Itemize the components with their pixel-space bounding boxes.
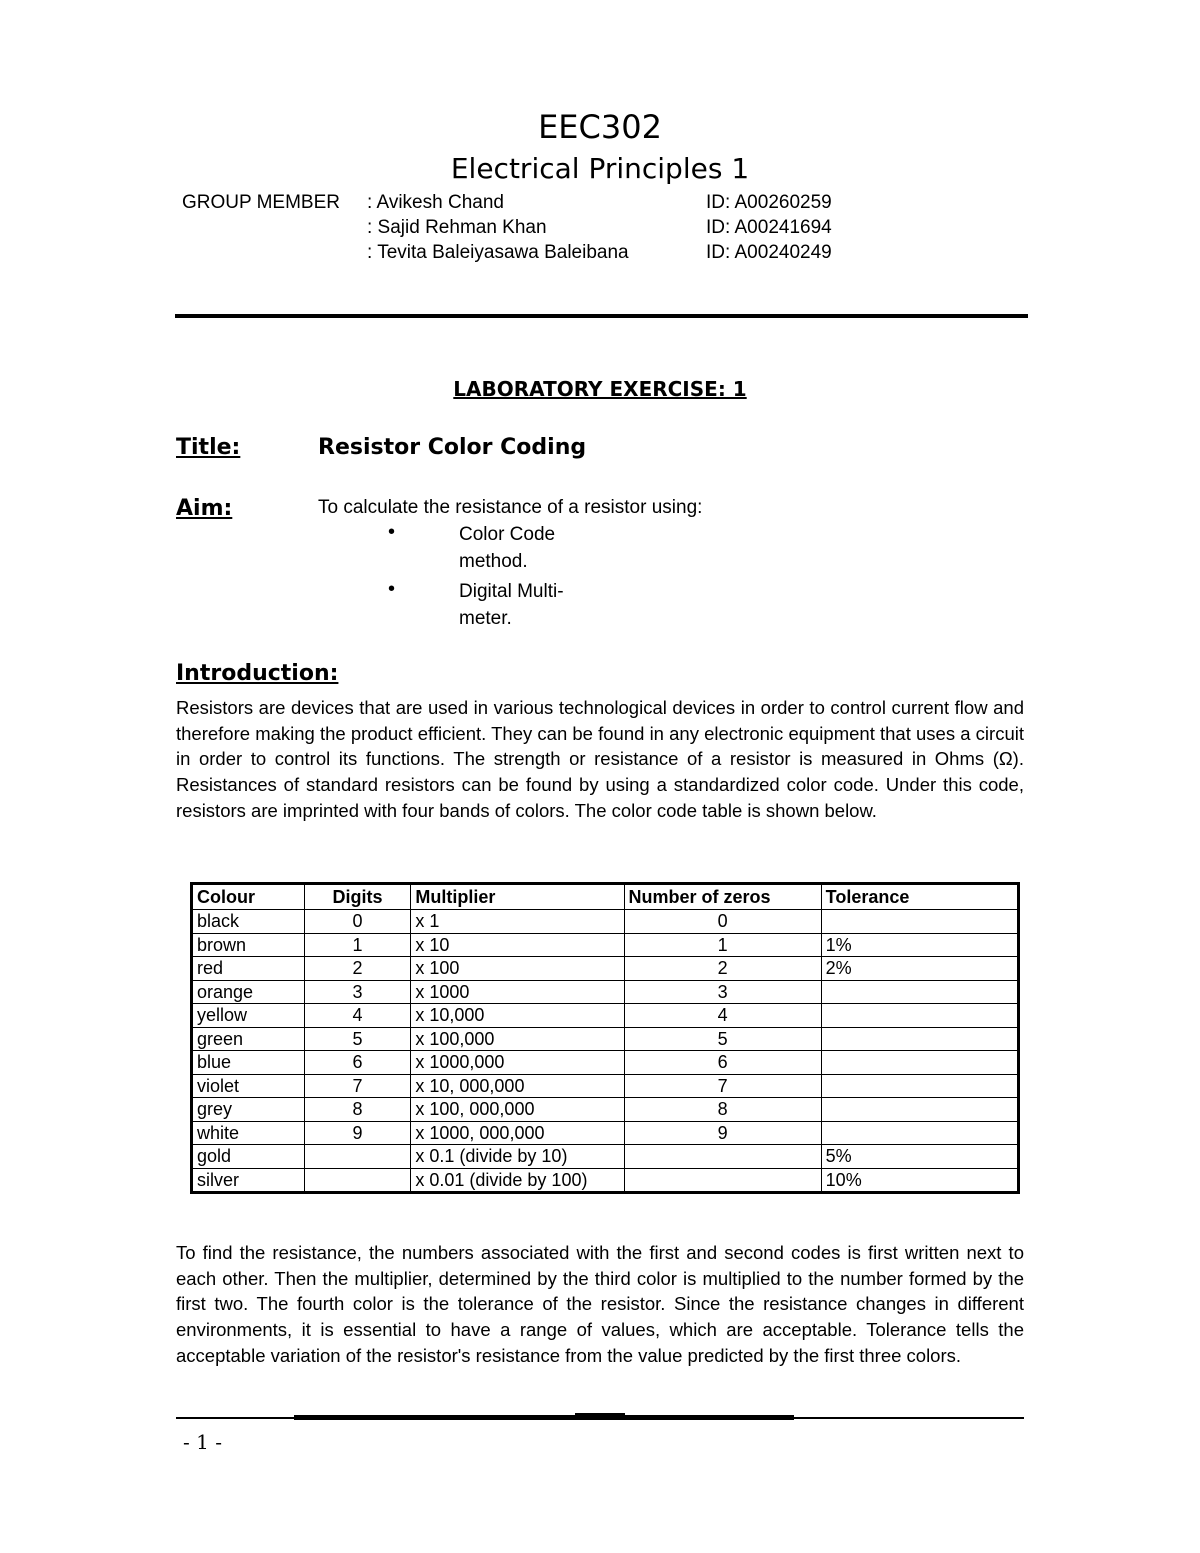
header-divider [175, 314, 1028, 318]
table-cell: 5% [821, 1145, 1018, 1169]
table-cell: 6 [624, 1051, 821, 1075]
table-cell: x 10, 000,000 [411, 1074, 624, 1098]
table-cell: 3 [624, 980, 821, 1004]
member-id: ID: A00260259 [706, 192, 832, 213]
column-header: Number of zeros [624, 884, 821, 910]
table-cell: green [192, 1027, 305, 1051]
table-cell: brown [192, 933, 305, 957]
column-header: Tolerance [821, 884, 1018, 910]
table-cell: 1% [821, 933, 1018, 957]
table-cell [821, 1027, 1018, 1051]
table-cell: black [192, 910, 305, 934]
table-cell: x 100,000 [411, 1027, 624, 1051]
course-name: Electrical Principles 1 [450, 152, 750, 185]
title-value: Resistor Color Coding [318, 435, 587, 460]
table-cell: 5 [304, 1027, 411, 1051]
table-row [192, 1004, 1019, 1028]
member-name: : Sajid Rehman Khan [367, 217, 547, 238]
table-cell: x 100 [411, 957, 624, 981]
table-cell: 3 [304, 980, 411, 1004]
table-cell [624, 1168, 821, 1193]
bullet-icon: • [388, 578, 396, 600]
group-member-label: GROUP MEMBER [182, 192, 341, 213]
table-row [192, 1051, 1019, 1075]
table-cell: white [192, 1121, 305, 1145]
table-cell: 8 [304, 1098, 411, 1122]
aim-label: Aim: [176, 496, 233, 521]
table-cell: silver [192, 1168, 305, 1193]
table-cell: blue [192, 1051, 305, 1075]
aim-text: To calculate the resistance of a resistor using: [318, 497, 703, 518]
table-cell: 2% [821, 957, 1018, 981]
table-cell: 4 [624, 1004, 821, 1028]
explanation-paragraph: To find the resistance, the numbers associated with the first and second codes is first written next to each other. Then the multiplier, determined by the third color is multiplied to the number formed by the first two. The fourth color is the tolerance of the resistor. Since the resistance changes in different environments, it is essential to have a range of values, which are acceptable. Tolerance tells the acceptable variation of the resistor's resistance from the value predicted by the first three colors. [176, 1242, 1024, 1366]
table-cell: grey [192, 1098, 305, 1122]
table-cell [821, 1074, 1018, 1098]
table-cell [821, 1121, 1018, 1145]
table-row [192, 1074, 1019, 1098]
color-code-table [190, 882, 1020, 1194]
table-cell [821, 980, 1018, 1004]
table-cell: 1 [304, 933, 411, 957]
member-name: : Tevita Baleiyasawa Baleibana [367, 242, 629, 263]
member-id: ID: A00240249 [706, 242, 832, 263]
table-cell: x 100, 000,000 [411, 1098, 624, 1122]
column-header: Multiplier [411, 884, 624, 910]
table-cell: 2 [304, 957, 411, 981]
title-label: Title: [176, 435, 241, 460]
table-cell: 9 [304, 1121, 411, 1145]
member-name: : Avikesh Chand [367, 192, 504, 213]
table-cell: gold [192, 1145, 305, 1169]
table-cell [821, 1098, 1018, 1122]
table-row [192, 1027, 1019, 1051]
table-cell: 4 [304, 1004, 411, 1028]
column-header: Digits [304, 884, 411, 910]
page-number: - 1 - [183, 1430, 222, 1454]
table-cell [821, 1004, 1018, 1028]
table-cell: violet [192, 1074, 305, 1098]
table-cell: 6 [304, 1051, 411, 1075]
table-cell [624, 1145, 821, 1169]
aim-bullet-item: Digital Multi-meter. [459, 581, 564, 629]
table-cell: 1 [624, 933, 821, 957]
table-cell [821, 1051, 1018, 1075]
table-cell: 10% [821, 1168, 1018, 1193]
column-header: Colour [192, 884, 305, 910]
table-row [192, 910, 1019, 934]
table-header-row [192, 884, 1019, 910]
table-cell: 9 [624, 1121, 821, 1145]
table-cell: 2 [624, 957, 821, 981]
table-cell [304, 1168, 411, 1193]
introduction-heading: Introduction: [176, 661, 339, 686]
member-id: ID: A00241694 [706, 217, 832, 238]
table-cell: x 1 [411, 910, 624, 934]
table-row [192, 980, 1019, 1004]
table-cell: x 0.01 (divide by 100) [411, 1168, 624, 1193]
table-cell: red [192, 957, 305, 981]
table-cell: x 1000,000 [411, 1051, 624, 1075]
table-row [192, 957, 1019, 981]
table-cell: x 1000 [411, 980, 624, 1004]
footer-divider-center [575, 1413, 625, 1416]
bullet-icon: • [388, 521, 396, 543]
table-cell: x 10,000 [411, 1004, 624, 1028]
table-cell: x 0.1 (divide by 10) [411, 1145, 624, 1169]
table-body [192, 910, 1019, 1193]
footer-divider-accent [294, 1415, 794, 1420]
table-cell: yellow [192, 1004, 305, 1028]
table-cell: 5 [624, 1027, 821, 1051]
aim-bullet-item: Color Code method. [459, 524, 556, 572]
table-row [192, 1121, 1019, 1145]
table-cell: 0 [624, 910, 821, 934]
lab-heading: LABORATORY EXERCISE: 1 [453, 377, 747, 401]
table-cell: orange [192, 980, 305, 1004]
table-cell: 8 [624, 1098, 821, 1122]
table-cell: x 1000, 000,000 [411, 1121, 624, 1145]
table-row [192, 1145, 1019, 1169]
table-cell: 7 [304, 1074, 411, 1098]
table-cell: 0 [304, 910, 411, 934]
table-row [192, 1098, 1019, 1122]
table-cell [304, 1145, 411, 1169]
table-row [192, 1168, 1019, 1193]
table-row [192, 933, 1019, 957]
course-code: EEC302 [538, 108, 662, 146]
table-cell: x 10 [411, 933, 624, 957]
table-cell: 7 [624, 1074, 821, 1098]
introduction-paragraph: Resistors are devices that are used in various technological devices in order to control current flow and therefore making the product efficient. They can be found in any electronic equipment that uses a circuit in order to control its functions. The strength or resistance of a resistor is measured in Ohms (Ω). Resistances of standard resistors can be found by using a standardized color code. Under this code, resistors are imprinted with four bands of colors. The color code table is shown below. [176, 697, 1024, 821]
table-cell [821, 910, 1018, 934]
